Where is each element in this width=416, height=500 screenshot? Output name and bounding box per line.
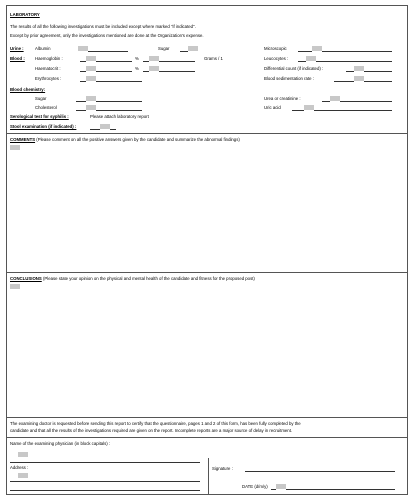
haematocrit-pct-line-a — [143, 71, 149, 72]
chem-sugar-label: Sugar — [35, 96, 47, 101]
chem-sugar-line-a — [76, 101, 86, 102]
comments-divider — [6, 133, 408, 134]
date-line-a — [271, 489, 276, 490]
comments-heading: COMMENTS (Please comment on all the positive answers given by the candidate and summarize the abnormal findings) — [10, 137, 240, 142]
blood-exam-line-b — [110, 129, 116, 130]
statement-line-2: candidate and that all the results of the investigations required are given on the report. Incomplete reports are a major source of delay in recruitment. — [10, 428, 293, 433]
albumin-label: Albumin — [35, 46, 51, 51]
haematocrit-field[interactable] — [86, 66, 96, 71]
microscopic-field[interactable] — [312, 46, 322, 51]
haematocrit-line-b — [96, 71, 132, 72]
haemoglobin-pct-line-a — [143, 61, 149, 62]
statement-divider — [6, 417, 408, 418]
erythrocytes-label: Erythrocytes : — [35, 76, 62, 81]
haemoglobin-line-a — [80, 61, 86, 62]
date-field[interactable] — [276, 484, 286, 489]
address-label: Address : — [10, 465, 29, 470]
leucocytes-line-b — [316, 61, 392, 62]
urea-label: Urea or creatinine : — [264, 96, 301, 101]
haematocrit-pct-field[interactable] — [149, 66, 159, 71]
urine-sugar-label: Sugar — [158, 46, 170, 51]
microscopic-line-2 — [322, 51, 392, 52]
serological-note: Please attach laboratory report — [90, 114, 149, 119]
differential-line-b — [364, 71, 392, 72]
uric-line-a — [292, 110, 304, 111]
address-field[interactable] — [18, 473, 28, 478]
address-line — [10, 481, 200, 482]
conclusions-heading: CONCLUSIONS (Please state your opinion on the physical and mental health of the candidate and fitness for the proposed post) — [10, 276, 255, 281]
urine-label: Urine : — [10, 46, 24, 51]
haematocrit-pct: % — [135, 66, 139, 71]
blood-chemistry-label: Blood chemistry: — [10, 87, 46, 92]
blood-examination-field[interactable] — [100, 124, 110, 129]
erythrocytes-field[interactable] — [86, 76, 96, 81]
date-line-b — [286, 489, 395, 490]
conclusions-divider — [6, 272, 408, 273]
physician-name-field[interactable] — [18, 452, 28, 457]
haemoglobin-label: Haemoglobin : — [35, 56, 63, 61]
urea-line-b — [340, 101, 392, 102]
uric-line-b — [314, 110, 392, 111]
haemoglobin-pct-line-b — [159, 61, 195, 62]
microscopic-line — [298, 51, 312, 52]
albumin-field[interactable] — [78, 46, 88, 51]
differential-line-a — [346, 71, 354, 72]
signature-label: Signature : — [212, 466, 233, 471]
physician-name-line — [10, 462, 200, 463]
physician-divider — [6, 437, 408, 438]
haemoglobin-line-b — [96, 61, 132, 62]
sedimentation-field[interactable] — [354, 76, 364, 81]
cholesterol-field[interactable] — [86, 105, 96, 110]
urine-sugar-line — [180, 51, 188, 52]
signature-divider — [208, 458, 209, 495]
sedimentation-label: Blood sedimentation rate : — [264, 76, 314, 81]
haemoglobin-pct-field[interactable] — [149, 56, 159, 61]
sedimentation-line-b — [364, 81, 392, 82]
leucocytes-line-a — [298, 61, 306, 62]
lab-intro-1: The results of all the following investigations must be included except where marked "if indicated". — [10, 24, 196, 29]
cholesterol-line-a — [76, 110, 86, 111]
comments-field[interactable] — [10, 145, 20, 150]
albumin-line — [88, 51, 128, 52]
sedimentation-line-a — [334, 81, 354, 82]
blood-examination-label: Stool examination (if indicated) : — [10, 124, 77, 129]
signature-line — [245, 471, 395, 472]
differential-field[interactable] — [354, 66, 364, 71]
uric-acid-label: Uric acid — [264, 105, 281, 110]
leucocytes-field[interactable] — [306, 56, 316, 61]
blood-exam-line-a — [90, 129, 100, 130]
lab-intro-2: Except by prior agreement, only the investigations mentioned are done at the Organization's expense. — [10, 33, 204, 38]
address-line-2 — [10, 490, 200, 491]
urea-field[interactable] — [330, 96, 340, 101]
conclusions-field[interactable] — [10, 284, 20, 289]
leucocytes-label: Leucocytes : — [264, 56, 289, 61]
erythrocytes-line-b — [96, 81, 142, 82]
chem-sugar-field[interactable] — [86, 96, 96, 101]
uric-acid-field[interactable] — [304, 105, 314, 110]
blood-label: Blood : — [10, 56, 25, 61]
serological-label: Serological test for syphilis : — [10, 114, 69, 119]
urine-sugar-field[interactable] — [188, 46, 198, 51]
statement-line-1: The examining doctor is requested before sending this report to certify that the questionnaire, pages 1 and 2 of this form, has been fully completed by the — [10, 421, 301, 426]
date-label: DATE (d/m/y) — [242, 484, 268, 489]
chem-sugar-line-b — [96, 101, 142, 102]
erythrocytes-line-a — [80, 81, 86, 82]
urea-line-a — [322, 101, 330, 102]
laboratory-heading: LABORATORY — [10, 12, 40, 17]
haematocrit-line-a — [80, 71, 86, 72]
differential-label: Differential count (if indicated) : — [264, 66, 324, 71]
haematocrit-label: Haematocrit : — [35, 66, 61, 71]
cholesterol-line-b — [96, 110, 142, 111]
microscopic-label: Microscopic — [264, 46, 287, 51]
haemoglobin-field[interactable] — [86, 56, 96, 61]
grams-label: Grams / 1 — [204, 56, 223, 61]
haemoglobin-pct: % — [135, 56, 139, 61]
cholesterol-label: Cholesterol — [35, 105, 57, 110]
haematocrit-pct-line-b — [159, 71, 195, 72]
physician-name-label: Name of the examining physician (in block capitals) : — [10, 441, 111, 446]
